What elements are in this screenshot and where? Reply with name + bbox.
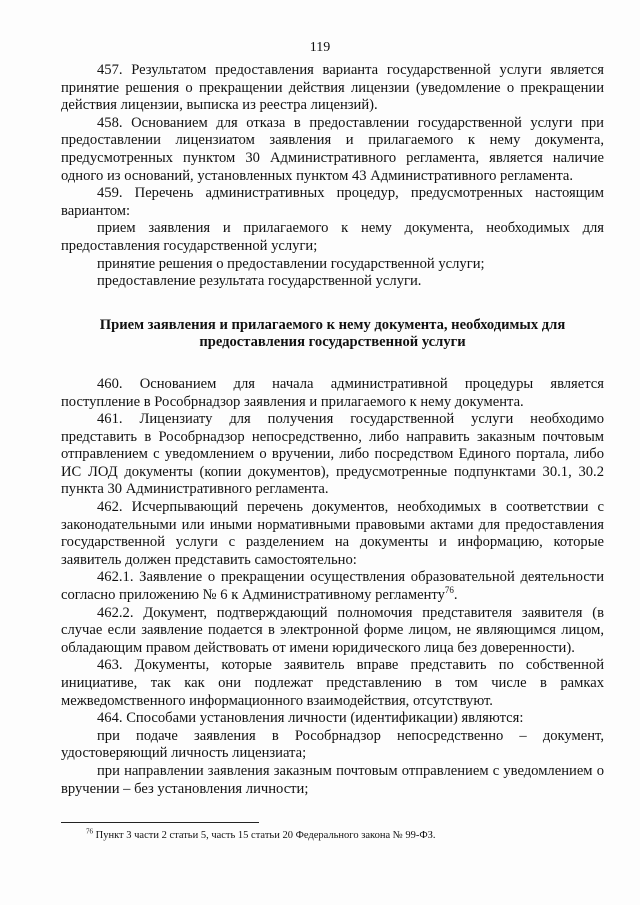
paragraph-464: 464. Способами установления личности (идентификации) являются: bbox=[97, 710, 524, 727]
paragraph-458: 458. Основанием для отказа в предоставлении государственной услуги при предоставлении лицензиатом заявления и прилагаемого к нему документа, предусмотренных пунктом 30 Административного регламента, является наличие одного из оснований, установленных пунктом 43 Административного регламента. bbox=[61, 114, 604, 184]
footnote-divider bbox=[61, 822, 259, 823]
paragraph-460: 460. Основанием для начала административной процедуры является поступление в Рособрнадзор заявления и прилагаемого к нему документа. bbox=[61, 375, 604, 410]
footnote-text: Пункт 3 части 2 статьи 5, часть 15 статьи 20 Федерального закона № 99-ФЗ. bbox=[95, 830, 436, 841]
paragraph-462: 462. Исчерпывающий перечень документов, необходимых в соответствии с законодательными или иными нормативными правовыми актами для предоставления государственной услуги с разделением на документы и информацию, которые заявитель должен представить самостоятельно: bbox=[61, 499, 604, 568]
document-body bbox=[61, 62, 604, 798]
paragraph-457: 457. Результатом предоставления варианта государственной услуги является принятие решения о прекращении действия лицензии (уведомление о прекращении действия лицензии, выписка из реестра лицензий). bbox=[61, 62, 604, 114]
paragraph-462-1 bbox=[61, 569, 604, 604]
paragraph-459: 459. Перечень административных процедур, предусмотренных настоящим вариантом: bbox=[61, 185, 604, 219]
footnote bbox=[86, 827, 436, 841]
paragraph-462-1-text: 462.1. Заявление о прекращении осуществления образовательной деятельности согласно приложению № 6 к Административному регламенту bbox=[61, 569, 604, 604]
list-item-procedure: предоставление результата государственной услуги. bbox=[97, 273, 422, 290]
list-item-identification: при подаче заявления в Рособрнадзор непосредственно – документ, удостоверяющий личность лицензиата; bbox=[61, 727, 604, 762]
paragraph-462-1-end: . bbox=[453, 587, 458, 604]
list-item-procedure: принятие решения о предоставлении государственной услуги; bbox=[97, 255, 485, 272]
paragraph-462-2: 462.2. Документ, подтверждающий полномочия представителя заявителя (в случае если заявление подается в электронной форме лицом, не являющимся лицом, обладающим правом действовать от имени юридического лица без доверенности). bbox=[61, 604, 604, 656]
list-item-procedure: прием заявления и прилагаемого к нему документа, необходимых для предоставления государственной услуги; bbox=[61, 220, 604, 254]
footnote-reference: 76 bbox=[444, 585, 454, 596]
paragraph-463: 463. Документы, которые заявитель вправе представить по собственной инициативе, так как они подлежат представлению в том числе в рамках межведомственного информационного взаимодействия, отсутствуют. bbox=[61, 657, 604, 709]
list-item-identification: при направлении заявления заказным почтовым отправлением с уведомлением о вручении – без установления личности; bbox=[61, 762, 604, 797]
paragraph-461: 461. Лицензиату для получения государственной услуги необходимо представить в Рособрнадзор непосредственно, либо направить заказным почтовым отправлением с уведомлением о вручении, либо посредством Единого портала, либо ИС ЛОД документы (копии документов), предусмотренные подпунктами 30.1, 30.2 пункта 30 Административного регламента. bbox=[61, 411, 604, 498]
page-number: 119 bbox=[309, 40, 331, 55]
footnote-number: 76 bbox=[86, 827, 93, 836]
section-heading: Прием заявления и прилагаемого к нему документа, необходимых для предоставления государственной услуги bbox=[99, 316, 566, 351]
